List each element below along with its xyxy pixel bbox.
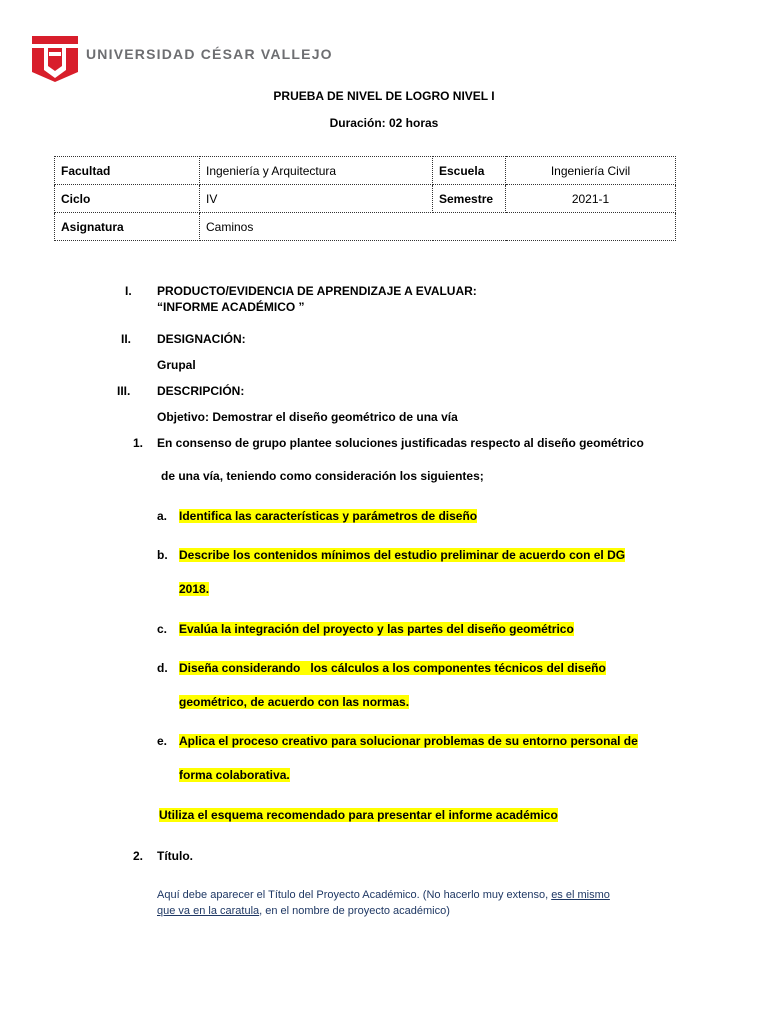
semester-label: Semestre	[433, 185, 506, 213]
note-text-1: Aquí debe aparecer el Título del Proyecto Académico. (No hacerlo muy extenso,	[157, 889, 552, 901]
subitem-a-text: Identifica las características y parámetros de diseño	[179, 509, 478, 523]
cycle-value: IV	[200, 185, 433, 213]
section-2-title: DESIGNACIÓN:	[157, 332, 246, 346]
university-logo	[32, 32, 78, 82]
section-1-title: PRODUCTO/EVIDENCIA DE APRENDIZAJE A EVALUAR:	[157, 284, 477, 298]
item-2-number: 2.	[133, 849, 144, 863]
course-info-table	[54, 156, 676, 241]
note-text-2: , en el nombre de proyecto académico)	[259, 905, 450, 917]
subitem-d-letter: d.	[157, 661, 168, 675]
university-name: UNIVERSIDAD CÉSAR VALLEJO	[86, 46, 333, 62]
subitem-d-text-2: geométrico, de acuerdo con las normas.	[179, 695, 410, 709]
subitem-d-text-1: Diseña considerando los cálculos a los componentes técnicos del diseño	[179, 661, 606, 675]
section-2-number: II.	[121, 332, 132, 346]
item-1-number: 1.	[133, 436, 144, 450]
note-underlined-2: que va en la caratula	[157, 905, 260, 917]
subitem-b-text-1: Describe los contenidos mínimos del estudio preliminar de acuerdo con el DG	[179, 548, 626, 562]
section-3-number: III.	[117, 384, 131, 398]
subitem-e-text-2: forma colaborativa.	[179, 768, 290, 782]
document-title: PRUEBA DE NIVEL DE LOGRO NIVEL I	[273, 89, 495, 103]
table-row	[55, 185, 676, 213]
title-instructions	[157, 887, 687, 919]
section-1-number: I.	[125, 284, 132, 298]
faculty-label: Facultad	[55, 157, 200, 185]
subitem-e-text-1: Aplica el proceso creativo para solucionar problemas de su entorno personal de	[179, 734, 638, 748]
cycle-label: Ciclo	[55, 185, 200, 213]
scheme-note: Utiliza el esquema recomendado para presentar el informe académico	[159, 808, 558, 822]
table-row	[55, 213, 676, 241]
subitem-c-letter: c.	[157, 622, 168, 636]
section-3-title: DESCRIPCIÓN:	[157, 384, 245, 398]
table-row	[55, 157, 676, 185]
note-underlined-1: es el mismo	[551, 889, 610, 901]
item-1-line-2: de una vía, teniendo como consideración los siguientes;	[161, 469, 484, 483]
subitem-c-text: Evalúa la integración del proyecto y las partes del diseño geométrico	[179, 622, 574, 636]
objective-line: Objetivo: Demostrar el diseño geométrico de una vía	[157, 410, 458, 424]
subitem-e-letter: e.	[157, 734, 168, 748]
section-1-subtitle: “INFORME ACADÉMICO ”	[157, 300, 305, 314]
item-1-line-1: En consenso de grupo plantee soluciones justificadas respecto al diseño geométrico	[157, 436, 644, 450]
item-2-title: Título.	[157, 849, 193, 863]
school-label: Escuela	[433, 157, 506, 185]
subject-label: Asignatura	[55, 213, 200, 241]
semester-value: 2021-1	[506, 185, 676, 213]
subitem-b-letter: b.	[157, 548, 168, 562]
duration-line: Duración: 02 horas	[329, 116, 439, 130]
subitem-b-text-2: 2018.	[179, 582, 210, 596]
faculty-value: Ingeniería y Arquitectura	[200, 157, 433, 185]
subitem-a-letter: a.	[157, 509, 168, 523]
section-2-value: Grupal	[157, 358, 196, 372]
subject-value: Caminos	[200, 213, 676, 241]
school-value: Ingeniería Civil	[506, 157, 676, 185]
